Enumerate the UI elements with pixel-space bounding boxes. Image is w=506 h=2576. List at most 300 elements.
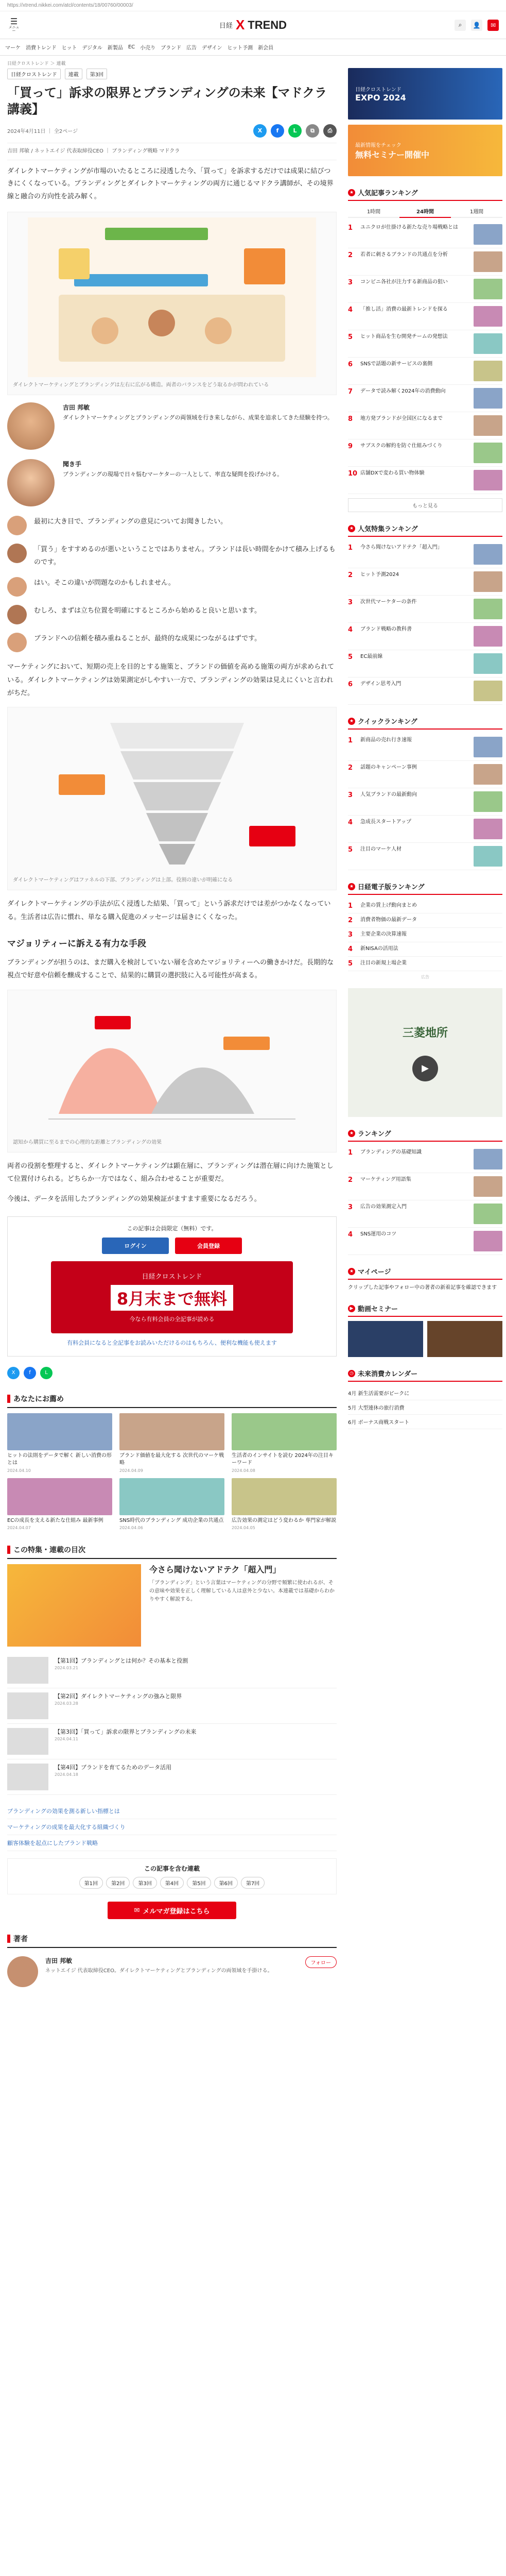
nav-item[interactable]: デジタル: [82, 45, 102, 51]
rank-title: 人気ブランドの最新動向: [360, 792, 417, 798]
section-heading: マジョリティーに訴える有力な手段: [7, 938, 146, 949]
speaker-avatar: [7, 516, 27, 535]
ranking-tab[interactable]: 1週間: [451, 205, 502, 218]
speaker-avatar: [7, 605, 27, 624]
body-paragraph-5: 今後は、データを活用したブランディングの効果検証がますます重要になるだろう。: [7, 1195, 261, 1204]
ad-1-brand: 日経クロストレンド: [355, 87, 402, 93]
rank-number: 5: [348, 333, 353, 341]
nav-item[interactable]: 新製品: [107, 45, 123, 51]
figure-2-funnel: [28, 713, 316, 872]
bottom-share: [7, 1367, 337, 1379]
ranking-item[interactable]: [348, 1146, 502, 1173]
nav-item[interactable]: EC: [128, 44, 135, 50]
rank-number: 5: [348, 653, 353, 661]
ad-2-brand: 最新情報をチェック: [355, 143, 402, 148]
big-ad-title: 三菱地所: [402, 1026, 448, 1040]
ranking-item[interactable]: [348, 677, 502, 705]
rank-title: SNS運用のコツ: [360, 1231, 397, 1237]
newsletter-label: メルマガ登録はこちら: [143, 1907, 210, 1916]
rank-number: 4: [348, 626, 353, 634]
rank-title: サブスクの解約を防ぐ仕組みづくり: [360, 443, 443, 449]
banner-sub: 今なら有料会員の全記事が読める: [129, 1316, 215, 1323]
figure-2-caption: ダイレクトマーケティングはファネルの下部、ブランディングは上部。役割の違いが明確になる: [13, 877, 233, 884]
list-item[interactable]: [7, 1724, 337, 1759]
ranking5-list: [348, 1146, 502, 1255]
rank-thumbnail: [474, 279, 502, 299]
rank-number: 4: [348, 819, 353, 826]
list-item[interactable]: [7, 1759, 337, 1795]
search-icon[interactable]: ⌕: [455, 20, 466, 31]
list-title: 【第2回】ダイレクトマーケティングの強みと限界: [55, 1693, 182, 1700]
body-paragraph-1: マーケティングにおいて、短期の売上を目的とする施策と、ブランドの価値を高める施策の両方が求められている。ダイレクトマーケティングは効果測定がしやすい一方で、ブランディングの効果は見えにくいと言われがちだ。: [7, 663, 335, 697]
ranking-item[interactable]: [348, 439, 502, 467]
article-link[interactable]: ブランディングの効果を測る新しい指標とは: [7, 1803, 337, 1819]
speaker-2-bio: ブランディングの現場で日々悩むマーケターの一人として、率直な疑問を投げかける。: [63, 470, 283, 478]
rank-title: データで読み解く2024年の消費動向: [360, 388, 446, 394]
rank-title: 消費者物価の最新データ: [360, 917, 417, 923]
newsletter-button[interactable]: [108, 1902, 236, 1919]
rank-title: 注目の新規上場企業: [360, 960, 407, 966]
rank-title: 話題のキャンペーン事例: [360, 765, 417, 770]
ranking-item[interactable]: [348, 303, 502, 330]
rank-number: 2: [348, 571, 353, 579]
rank-thumbnail: [474, 764, 502, 785]
card-date: 2024.04.05: [232, 1526, 255, 1531]
card-thumbnail: [119, 1478, 224, 1515]
facebook-share-icon[interactable]: f: [271, 124, 284, 138]
series-pill[interactable]: 第2回: [106, 1877, 130, 1889]
speaker-avatar: [7, 577, 27, 597]
rank-number: 3: [348, 279, 353, 286]
speaker-2: [7, 459, 337, 506]
menu-label: メニュー: [8, 25, 20, 33]
ranking-item[interactable]: [348, 330, 502, 358]
rank-title: 若者に刺さるブランドの共通点を分析: [360, 252, 448, 258]
ranking-item[interactable]: [348, 913, 502, 928]
rank-number: 3: [348, 599, 353, 606]
bell-icon[interactable]: ✉: [487, 20, 499, 31]
rank-title: ブランド戦略の教科書: [360, 626, 412, 632]
list-thumbnail: [7, 1728, 48, 1755]
list-thumbnail: [7, 1692, 48, 1719]
nav-item[interactable]: ブランド: [161, 45, 182, 51]
ranking-tab[interactable]: 24時間: [399, 205, 451, 218]
url-bar[interactable]: https://xtrend.nikkei.com/atcl/contents/18/00760/00003/: [0, 0, 506, 11]
speaker-2-avatar: [7, 459, 55, 506]
related-card[interactable]: [7, 1413, 112, 1473]
ranking-item[interactable]: [348, 385, 502, 412]
nav-item[interactable]: 小売り: [140, 45, 156, 51]
card-thumbnail: [7, 1478, 112, 1515]
rank-title: 「推し活」消費の最新トレンドを探る: [360, 307, 448, 312]
body-paragraph-3: ブランディングが担うのは、まだ購入を検討していない層を含めたマジョリティーへの働きかけだ。長期的な視点で好意や信頼を醸成することで、結果的に購買の選択肢に入る可能性が高まる。: [7, 958, 334, 980]
figure-1-caption: ダイレクトマーケティングとブランディングは左右に広がる構造。両者のバランスをどう取るかが問われている: [13, 382, 269, 388]
figure-1-illustration: [28, 217, 316, 377]
rank-title: 企業の賃上げ動向まとめ: [360, 903, 417, 908]
card-thumbnail: [7, 1413, 112, 1450]
register-button[interactable]: 会員登録: [175, 1238, 242, 1254]
list-title: 【第1回】ブランディングとは何か？その基本と役割: [55, 1657, 188, 1665]
speaker-avatar: [7, 633, 27, 652]
x-share-icon[interactable]: X: [7, 1367, 20, 1379]
main-column: [7, 56, 337, 1995]
rank-thumbnail: [474, 361, 502, 381]
member-info-link[interactable]: 有料会員になると全記事をお読みいただけるのはもちろん、便利な機能も使えます: [67, 1339, 277, 1346]
series-pill[interactable]: 第5回: [187, 1877, 211, 1889]
rank-thumbnail: [474, 653, 502, 674]
rank-title: 地方発ブランドが全国区になるまで: [360, 416, 443, 421]
series-heading: この特集・連載の目次: [7, 1545, 337, 1559]
banner-brand: 日経クロストレンド: [142, 1273, 202, 1281]
rank-title: 注目のマーケ人材: [360, 846, 402, 852]
rank-thumbnail: [474, 1204, 502, 1224]
card-date: 2024.04.06: [119, 1526, 143, 1531]
dialog-row: [7, 577, 337, 597]
rank-title: EC最前線: [360, 654, 383, 659]
author-name[interactable]: 吉田 邦敏: [45, 1957, 73, 1965]
card-thumbnail: [119, 1413, 224, 1450]
dialog-block-1: [7, 516, 337, 652]
video-heading: ▶ 動画セミナー: [348, 1303, 502, 1317]
rank-number: 2: [348, 764, 353, 772]
clip-icon[interactable]: ⧉: [306, 124, 319, 138]
mypage-text: クリップした記事やフォロー中の著者の新着記事を確認できます: [348, 1285, 497, 1291]
card-title: ヒットの法則をデータで解く 新しい消費の形とは: [7, 1452, 112, 1466]
rank-thumbnail: [474, 599, 502, 619]
speaker-avatar: [7, 544, 27, 563]
sidebar-ad-2[interactable]: [348, 125, 502, 176]
rank-thumbnail: [474, 415, 502, 436]
series-tag[interactable]: 連載: [65, 69, 82, 79]
dialog-row: [7, 605, 337, 624]
ranking-item[interactable]: [348, 734, 502, 761]
related-card[interactable]: [232, 1413, 337, 1473]
list-item[interactable]: [7, 1688, 337, 1724]
rank-number: 3: [348, 791, 353, 799]
ranking-item[interactable]: [348, 899, 502, 913]
dialog-row: [7, 516, 337, 535]
rank-number: 1: [348, 737, 353, 744]
nav-item[interactable]: 新会員: [258, 45, 274, 51]
figure-1: [7, 212, 337, 395]
line-share-icon[interactable]: L: [288, 124, 302, 138]
ranking-item[interactable]: [348, 788, 502, 816]
body-paragraph-2: ダイレクトマーケティングの手法が広く浸透した結果、「買って」という訴求だけでは差がつかなくなっている。生活者は広告に慣れ、単なる購入促進のメッセージは届きにくくなった。: [7, 900, 331, 921]
ranking-item[interactable]: [348, 957, 502, 971]
rank-thumbnail: [474, 306, 502, 327]
ranking-item[interactable]: [348, 221, 502, 248]
sidebar-big-ad[interactable]: [348, 988, 502, 1117]
page-count: 全2ページ: [54, 129, 78, 135]
nav-item[interactable]: マーケ: [5, 45, 21, 51]
video-thumb[interactable]: [427, 1321, 502, 1357]
author-heading: 著者: [7, 1934, 337, 1948]
print-icon[interactable]: ⎙: [323, 124, 337, 138]
series-pill[interactable]: 第7回: [241, 1877, 265, 1889]
calendar-item[interactable]: 6月 ボーナス商戦スタート: [348, 1415, 502, 1429]
dialog-row: [7, 633, 337, 652]
nav-item[interactable]: 消費トレンド: [26, 45, 57, 51]
x-share-icon[interactable]: X: [253, 124, 267, 138]
rank-thumbnail: [474, 333, 502, 354]
card-title: SNS時代のブランディング 成功企業の共通点: [119, 1517, 224, 1523]
rank-number: 1: [348, 1149, 353, 1157]
campaign-banner[interactable]: [51, 1261, 293, 1333]
rank-title: デザイン思考入門: [360, 681, 402, 687]
rank-number: 10: [348, 470, 358, 478]
related-card[interactable]: [7, 1478, 112, 1531]
rank-number: 1: [348, 902, 353, 910]
dialog-text: ブランドへの信頼を積み重ねることが、最終的な成果につながるはずです。: [34, 635, 261, 643]
feature-text: 「ブランディング」という言葉はマーケティングの分野で頻繁に使われるが、その意味や効果を正しく理解している人は意外と少ない。本連載では基礎からわかりやすく解説する。: [149, 1580, 335, 1602]
ranking-item[interactable]: [348, 248, 502, 276]
rank-number: 2: [348, 917, 353, 924]
rank-title: ヒット商品を生む開発チームの発想法: [360, 334, 448, 340]
rank-number: 1: [348, 224, 353, 232]
rank-thumbnail: [474, 388, 502, 409]
author-box: [7, 1956, 337, 1987]
rank-number: 9: [348, 443, 353, 450]
ranking3-heading: ★ クイックランキング: [348, 716, 502, 730]
rank-number: 3: [348, 1204, 353, 1211]
related-card[interactable]: [119, 1478, 224, 1531]
facebook-share-icon[interactable]: f: [24, 1367, 36, 1379]
author-bio: ネットエイジ 代表取締役CEO。ダイレクトマーケティングとブランディングの両領域を手掛ける。: [45, 1968, 273, 1974]
ranking2-heading: ★ 人気特集ランキング: [348, 523, 502, 537]
speaker-1: [7, 402, 337, 450]
list-title: 【第4回】ブランドを育てるためのデータ活用: [55, 1764, 171, 1771]
ranking-item[interactable]: [348, 541, 502, 568]
feature-title: 今さら聞けないアドテク「超入門」: [149, 1565, 281, 1575]
ranking-item[interactable]: [348, 568, 502, 596]
figure-3-chart: [28, 995, 316, 1134]
calendar-list: [348, 1386, 502, 1429]
related-cards: [7, 1413, 337, 1531]
dialog-text: 最初に大き目で、ブランディングの意見についてお聞きしたい。: [34, 517, 228, 526]
ranking4-list: [348, 899, 502, 971]
rank-thumbnail: [474, 819, 502, 839]
rank-thumbnail: [474, 571, 502, 592]
promo-title: この記事は会員限定（無料）です。: [127, 1225, 217, 1232]
series-tag[interactable]: 第3回: [86, 69, 107, 79]
related-heading: あなたにお薦め: [7, 1394, 337, 1408]
play-icon[interactable]: ▶: [412, 1056, 438, 1081]
article-links: [7, 1803, 337, 1851]
rank-thumbnail: [474, 681, 502, 701]
list-item[interactable]: [7, 1653, 337, 1688]
card-title: ブランド価値を最大化する 次世代のマーケ戦略: [119, 1452, 224, 1466]
rank-number: 2: [348, 251, 353, 259]
user-icon[interactable]: 👤: [471, 20, 482, 31]
rank-title: ユニクロが仕掛ける新たな売り場戦略とは: [360, 225, 458, 230]
rank-title: 店舗DXで変わる買い物体験: [360, 470, 425, 476]
rank-title: マーケティング用語集: [360, 1177, 411, 1182]
rank-title: コンビニ各社が注力する新商品の狙い: [360, 279, 448, 285]
article-meta: 2024年4月11日 ｜ 全2ページ X f L ⧉ ⎙: [7, 124, 337, 138]
ad-1-headline: EXPO 2024: [355, 93, 406, 103]
ranking-item[interactable]: [348, 623, 502, 650]
ranking-item[interactable]: [348, 942, 502, 957]
rank-thumbnail: [474, 626, 502, 647]
rank-number: 2: [348, 1176, 353, 1184]
rank-number: 1: [348, 544, 353, 552]
rank-number: 7: [348, 388, 353, 396]
ranking-item[interactable]: [348, 761, 502, 788]
calendar-heading: ◷ 未来消費カレンダー: [348, 1368, 502, 1382]
body-paragraph-4: 両者の役割を整理すると、ダイレクトマーケティングは顕在層に、ブランディングは潜在層に向けた施策として位置付けられる。どちらか一方ではなく、組み合わせることが重要だ。: [7, 1162, 334, 1183]
rank-title: 新NISAの活用法: [360, 946, 398, 952]
calendar-item[interactable]: 4月 新生活需要がピークに: [348, 1386, 502, 1400]
site-logo[interactable]: [219, 17, 287, 33]
ranking-heading: ★ 人気記事ランキング: [348, 188, 502, 201]
speaker-1-name: 吉田 邦敏: [63, 403, 90, 411]
ranking-item[interactable]: [348, 843, 502, 870]
rank-thumbnail: [474, 224, 502, 245]
article-link[interactable]: 顧客体験を起点にしたブランド戦略: [7, 1835, 337, 1851]
rank-thumbnail: [474, 1231, 502, 1251]
rank-number: 3: [348, 931, 353, 939]
ranking-item[interactable]: [348, 816, 502, 843]
rank-title: SNSで話題の新サービスの裏側: [360, 361, 433, 367]
ranking-item[interactable]: [348, 596, 502, 623]
logo-x: X: [235, 17, 245, 32]
card-thumbnail: [232, 1478, 337, 1515]
rank-thumbnail: [474, 1149, 502, 1170]
ranking-item[interactable]: [348, 467, 502, 494]
video-thumb[interactable]: [348, 1321, 423, 1357]
ranking3-list: [348, 734, 502, 870]
rank-number: 5: [348, 960, 353, 968]
related-card[interactable]: [119, 1413, 224, 1473]
ranking-item[interactable]: [348, 358, 502, 385]
author-avatar: [7, 1956, 38, 1987]
card-date: 2024.04.10: [7, 1468, 31, 1473]
mail-icon: ✉: [134, 1906, 140, 1914]
sidebar-ad-1[interactable]: [348, 68, 502, 120]
feature-block[interactable]: [7, 1564, 337, 1647]
ranking-list: [348, 221, 502, 494]
card-thumbnail: [232, 1413, 337, 1450]
list-date: 2024.04.11: [55, 1736, 78, 1741]
figure-3-caption: 認知から購買に至るまでの心理的な距離とブランディングの効果: [13, 1139, 162, 1145]
speaker-1-bio: ダイレクトマーケティングとブランディングの両領域を行き来しながら、成果を追求してきた経験を持つ。: [63, 414, 333, 421]
ad-label: 広告: [421, 975, 429, 979]
rank-title: ヒット予測2024: [360, 572, 399, 578]
list-date: 2024.04.18: [55, 1772, 78, 1777]
rank-number: 4: [348, 306, 353, 314]
dialog-text: むしろ、まずは立ち位置を明確にするところから始めると良いと思います。: [34, 607, 261, 615]
rank-title: 新商品の売れ行き速報: [360, 737, 412, 743]
calendar-item[interactable]: 5月 大型連休の旅行消費: [348, 1400, 502, 1415]
ranking-more-button[interactable]: もっと見る: [348, 498, 502, 512]
ranking-item[interactable]: [348, 412, 502, 439]
ranking-item[interactable]: [348, 650, 502, 677]
ad-2-headline: 無料セミナー開催中: [355, 150, 430, 160]
series-pill[interactable]: 第3回: [133, 1877, 156, 1889]
rank-title: ブランディングの基礎知識: [360, 1149, 422, 1155]
card-title: 広告効果の測定はどう変わるか 専門家が解説: [232, 1517, 337, 1523]
list-date: 2024.03.28: [55, 1701, 78, 1706]
nav-item[interactable]: ヒット: [61, 45, 77, 51]
menu-button[interactable]: [7, 18, 21, 33]
card-title: ECの成長を支える新たな仕組み 最新事例: [7, 1517, 103, 1523]
feature-image: [7, 1564, 141, 1647]
member-promo: [7, 1216, 337, 1357]
nav-item[interactable]: デザイン: [202, 45, 222, 51]
card-title: 生活者のインサイトを読む 2024年の注目キーワード: [232, 1452, 334, 1466]
related-card[interactable]: [232, 1478, 337, 1531]
logo-nikkei: 日経: [219, 22, 233, 29]
series-pill[interactable]: 第1回: [79, 1877, 103, 1889]
ranking-tabs: [348, 205, 502, 218]
banner-headline: 8月末まで無料: [111, 1285, 233, 1311]
series-index-heading: この記事を含む連載: [144, 1865, 200, 1873]
dialog-text: 「買う」をすすめるのが悪いということではありません。ブランドは長い時間をかけて積み上げるものです。: [34, 545, 336, 566]
series-tag[interactable]: 日経クロストレンド: [7, 69, 61, 79]
login-button[interactable]: ログイン: [102, 1238, 169, 1254]
series-index: [7, 1858, 337, 1894]
article-link[interactable]: マーケティングの成果を最大化する組織づくり: [7, 1819, 337, 1835]
rank-thumbnail: [474, 846, 502, 867]
ranking-item[interactable]: [348, 928, 502, 942]
article-title: 「買って」訴求の限界とブランディングの未来【マドクラ講義】: [7, 86, 327, 117]
figure-3: [7, 990, 337, 1153]
rank-number: 5: [348, 846, 353, 854]
rank-number: 6: [348, 361, 353, 368]
figure-2: [7, 707, 337, 890]
nav-item[interactable]: ヒット予測: [227, 45, 253, 51]
rank-title: 今さら聞けないアドテク「超入門」: [360, 545, 443, 550]
rank-thumbnail: [474, 1176, 502, 1197]
site-header: [0, 11, 506, 39]
hamburger-icon: ☰: [10, 16, 18, 26]
follow-button[interactable]: フォロー: [305, 1956, 337, 1968]
list-title: 【第3回】「買って」訴求の限界とブランディングの未来: [55, 1728, 197, 1736]
category-nav: [0, 39, 506, 56]
series-pill[interactable]: 第4回: [160, 1877, 184, 1889]
line-share-icon[interactable]: L: [40, 1367, 53, 1379]
article-lead: ダイレクトマーケティングが市場のいたるところに浸透した今、「買って」を訴求するだけでは成果に結びつきにくくなっている。ブランディングとダイレクトマーケティングの両方に通じるマドクラ講師が、その境界線と融合の方向性を読み解く。: [7, 167, 334, 201]
rank-thumbnail: [474, 791, 502, 812]
ranking4-heading: ★ 日経電子版ランキング: [348, 882, 502, 895]
nav-item[interactable]: 広告: [186, 45, 197, 51]
card-date: 2024.04.09: [119, 1468, 143, 1473]
dialog-text: はい。そこの違いが問題なのかもしれません。: [34, 579, 175, 587]
article-date: 2024年4月11日: [7, 129, 46, 135]
list-date: 2024.03.21: [55, 1665, 78, 1670]
rank-title: 急成長スタートアップ: [360, 819, 411, 825]
rank-number: 4: [348, 1231, 353, 1239]
ranking-item[interactable]: [348, 1173, 502, 1200]
list-thumbnail: [7, 1657, 48, 1684]
list-thumbnail: [7, 1764, 48, 1790]
series-tags: [7, 69, 337, 79]
rank-thumbnail: [474, 737, 502, 757]
rank-title: 広告の効果測定入門: [360, 1204, 407, 1210]
author-line: 吉田 邦敏 / ネットエイジ 代表取締役CEO ｜ ブランディング戦略 マドクラ: [7, 143, 337, 160]
ranking-item[interactable]: [348, 1228, 502, 1255]
ranking-item[interactable]: [348, 276, 502, 303]
series-pill[interactable]: 第6回: [214, 1877, 238, 1889]
ranking-tab[interactable]: 1時間: [348, 205, 399, 218]
ranking-item[interactable]: [348, 1200, 502, 1228]
video-grid: [348, 1321, 502, 1357]
rank-thumbnail: [474, 470, 502, 490]
speaker-2-name: 聞き手: [63, 460, 82, 468]
breadcrumb[interactable]: 日経クロストレンド ＞ 連載: [7, 61, 66, 66]
rank-number: 4: [348, 945, 353, 953]
sidebar: [348, 56, 502, 1995]
